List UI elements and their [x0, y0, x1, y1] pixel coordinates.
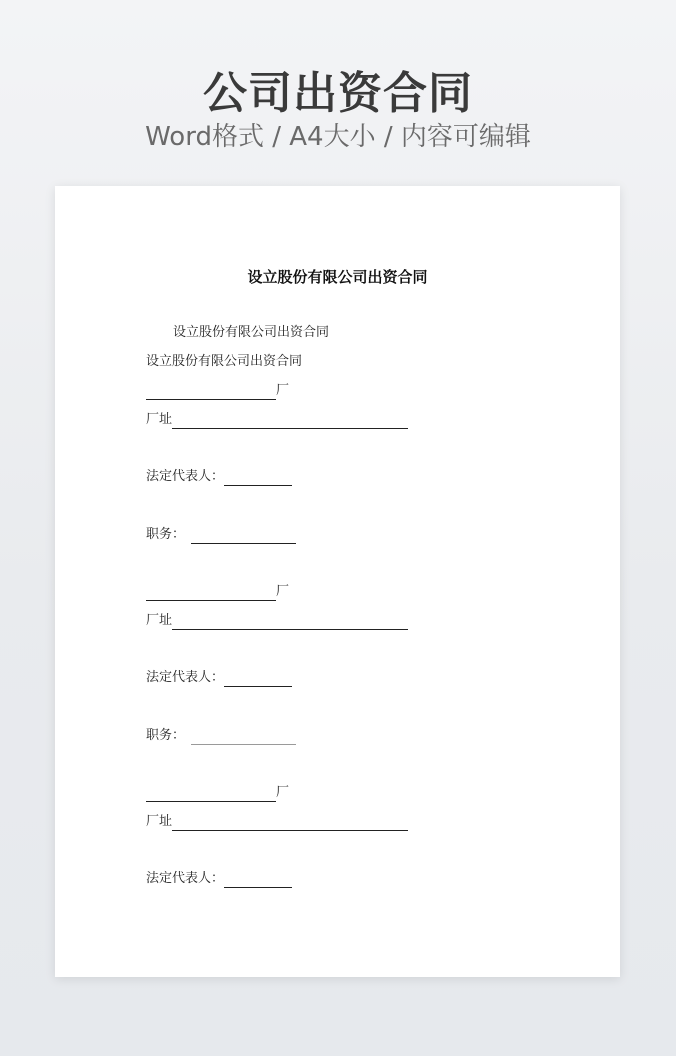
- factory-name-blank[interactable]: [146, 587, 276, 601]
- page-subtitle: Word格式 / A4大小 / 内容可编辑: [145, 122, 531, 152]
- party-1-rep-line: [146, 468, 292, 486]
- party-1-address-line: [146, 411, 408, 429]
- rep-blank[interactable]: [224, 874, 292, 888]
- party-2-address-line: [146, 612, 408, 630]
- party-2-factory-line: [146, 583, 289, 601]
- address-label: 厂址: [146, 814, 173, 829]
- position-label: 职务：: [146, 527, 186, 542]
- rep-label: 法定代表人：: [146, 670, 225, 685]
- position-blank[interactable]: [191, 731, 296, 745]
- intro-line-2: 设立股份有限公司出资合同: [146, 354, 303, 369]
- party-3-address-line: [146, 813, 408, 831]
- document-title: 设立股份有限公司出资合同: [247, 268, 428, 286]
- address-blank[interactable]: [172, 817, 408, 831]
- factory-name-blank[interactable]: [146, 788, 276, 802]
- address-blank[interactable]: [172, 415, 408, 429]
- address-label: 厂址: [146, 613, 173, 628]
- factory-name-blank[interactable]: [146, 386, 276, 400]
- intro-line-1: 设立股份有限公司出资合同: [173, 325, 330, 340]
- factory-suffix: 厂: [276, 584, 290, 599]
- rep-label: 法定代表人：: [146, 469, 225, 484]
- position-blank[interactable]: [191, 530, 296, 544]
- party-1-factory-line: [146, 382, 289, 400]
- party-3-factory-line: [146, 784, 289, 802]
- party-2-rep-line: [146, 669, 292, 687]
- address-label: 厂址: [146, 412, 173, 427]
- document-page: [55, 186, 620, 977]
- rep-blank[interactable]: [224, 472, 292, 486]
- party-1-position-line: [146, 526, 296, 544]
- address-blank[interactable]: [172, 616, 408, 630]
- page-title: 公司出资合同: [203, 68, 473, 119]
- rep-label: 法定代表人：: [146, 871, 225, 886]
- party-2-position-line: [146, 727, 296, 745]
- rep-blank[interactable]: [224, 673, 292, 687]
- factory-suffix: 厂: [276, 785, 290, 800]
- factory-suffix: 厂: [276, 383, 290, 398]
- position-label: 职务：: [146, 728, 186, 743]
- party-3-rep-line: [146, 870, 292, 888]
